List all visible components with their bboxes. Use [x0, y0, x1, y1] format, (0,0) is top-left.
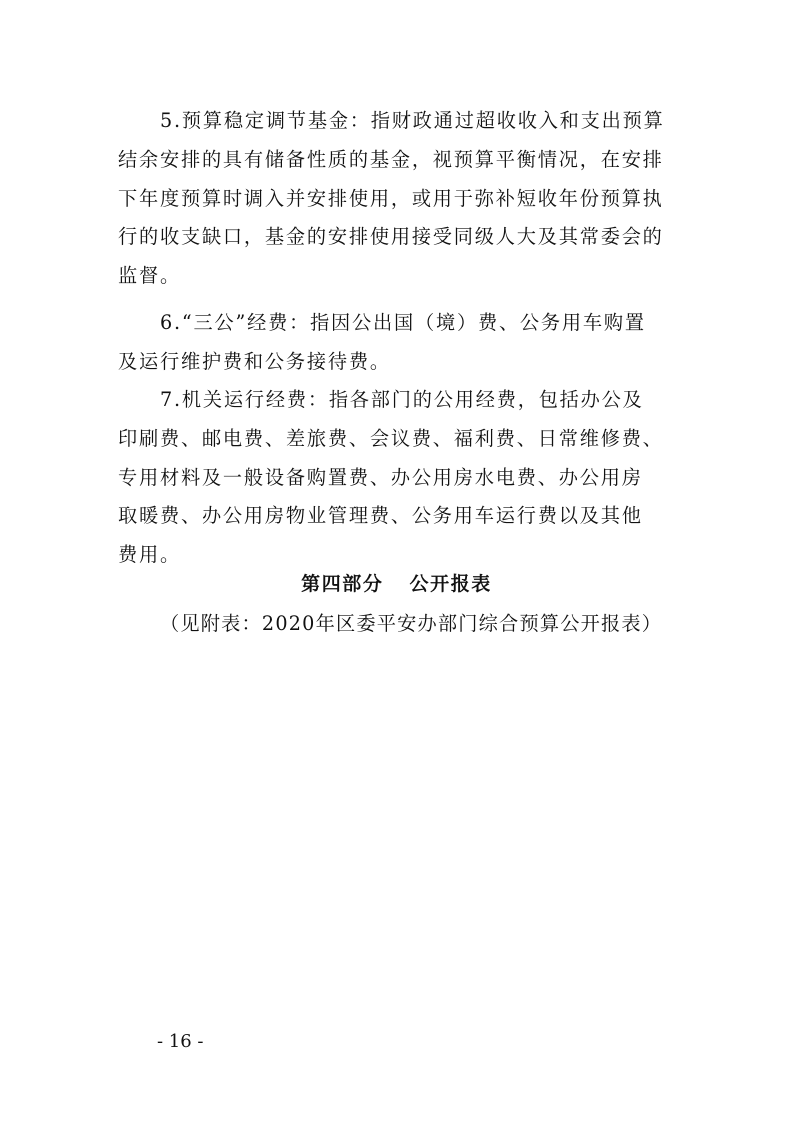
section-heading-title: 公开报表: [409, 573, 492, 595]
page-number: - 16 -: [157, 1031, 204, 1052]
paragraph-7-line-2: 印刷费、邮电费、差旅费、会议费、福利费、日常维修费、: [118, 427, 664, 450]
paragraph-6-line-2: 及运行维护费和公务接待费。: [118, 350, 391, 373]
section-heading: [0, 569, 793, 599]
paragraph-5-line-5: 监督。: [118, 264, 181, 287]
paragraph-7-line-3: 专用材料及一般设备购置费、办公用房水电费、办公用房: [118, 466, 643, 489]
paragraph-5-line-1: 5.预算稳定调节基金：指财政通过超收收入和支出预算: [160, 109, 665, 132]
appendix-note: （见附表：2020年区委平安办部门综合预算公开报表）: [160, 612, 663, 635]
paragraph-5-line-4: 行的收支缺口，基金的安排使用接受同级人大及其常委会的: [118, 225, 664, 248]
paragraph-7-line-5: 费用。: [118, 543, 181, 566]
section-heading-part: 第四部分: [301, 573, 384, 595]
paragraph-6-line-1: 6.“三公”经费：指因公出国（境）费、公务用车购置: [160, 311, 646, 334]
paragraph-5-line-2: 结余安排的具有储备性质的基金，视预算平衡情况，在安排: [118, 148, 664, 171]
paragraph-7-line-4: 取暖费、办公用房物业管理费、公务用车运行费以及其他: [118, 504, 643, 527]
paragraph-5-line-3: 下年度预算时调入并安排使用，或用于弥补短收年份预算执: [118, 187, 664, 210]
paragraph-7-line-1: 7.机关运行经费：指各部门的公用经费，包括办公及: [160, 388, 644, 411]
